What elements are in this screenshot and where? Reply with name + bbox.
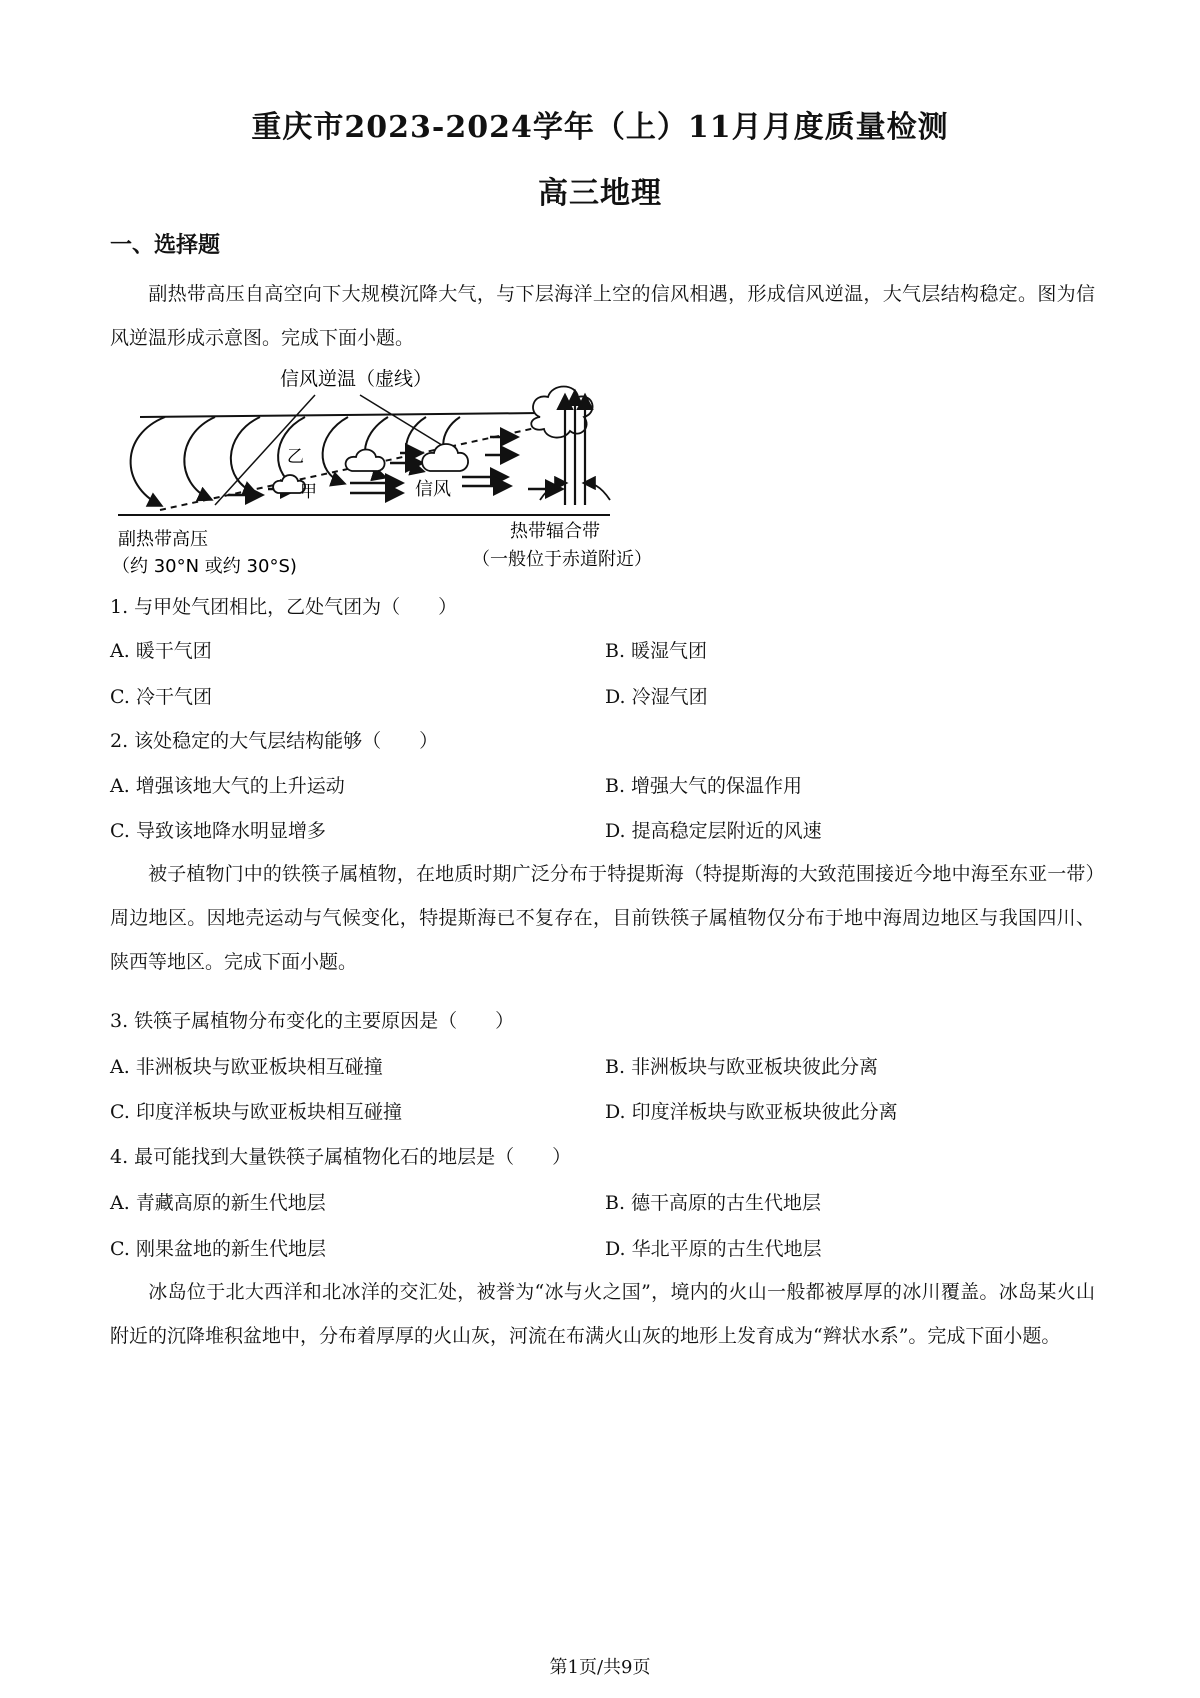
question-1-option-a[interactable]: A. 暖干气团 [110,640,212,662]
label-trade-wind: 信风 [415,479,451,500]
passage-1 [110,272,1095,360]
question-4: 4. 最可能找到大量铁筷子属植物化石的地层是（ ） [110,1146,572,1168]
question-1-option-d[interactable]: D. 冷湿气团 [605,686,708,708]
passage-2-text: 被子植物门中的铁筷子属植物，在地质时期广泛分布于特提斯海（特提斯海的大致范围接近今地中海至东亚一带）周边地区。因地壳运动与气候变化，特提斯海已不复存在，目前铁筷子属植物仅分布于地中海周边地区与我国四川、陕西等地区。完成下面小题。 [110,863,1095,973]
question-1: 1. 与甲处气团相比，乙处气团为（ ） [110,596,458,618]
passage-2 [110,852,1095,984]
passage-3 [110,1270,1095,1358]
label-subtropical-high-latitude: （约 30°N 或约 30°S) [112,556,297,577]
question-4-option-d[interactable]: D. 华北平原的古生代地层 [605,1238,822,1260]
label-inversion: 信风逆温（虚线） [280,368,433,390]
question-2: 2. 该处稳定的大气层结构能够（ ） [110,730,439,752]
question-4-option-b[interactable]: B. 德干高原的古生代地层 [605,1192,822,1214]
question-3-option-b[interactable]: B. 非洲板块与欧亚板块彼此分离 [605,1056,879,1078]
question-2-option-a[interactable]: A. 增强该地大气的上升运动 [110,775,345,797]
label-itcz: 热带辐合带 [510,521,600,542]
exam-title: 重庆市2023-2024学年（上）11月月度质量检测 [251,110,949,145]
label-subtropical-high: 副热带高压 [118,529,208,550]
label-itcz-position: （一般位于赤道附近） [472,549,652,570]
trade-wind-inversion-diagram [110,365,710,580]
question-2-option-d[interactable]: D. 提高稳定层附近的风速 [605,820,822,842]
question-3: 3. 铁筷子属植物分布变化的主要原因是（ ） [110,1010,515,1032]
passage-1-text: 副热带高压自高空向下大规模沉降大气，与下层海洋上空的信风相遇，形成信风逆温，大气层结构稳定。图为信风逆温形成示意图。完成下面小题。 [110,283,1095,349]
passage-3-text: 冰岛位于北大西洋和北冰洋的交汇处，被誉为“冰与火之国”，境内的火山一般都被厚厚的冰川覆盖。冰岛某火山附近的沉降堆积盆地中，分布着厚厚的火山灰，河流在布满火山灰的地形上发育成为“辫状水系”。完成下面小题。 [110,1281,1095,1347]
question-1-option-c[interactable]: C. 冷干气团 [110,686,212,708]
upper-boundary-line [140,413,540,417]
question-3-option-d[interactable]: D. 印度洋板块与欧亚板块彼此分离 [605,1101,898,1123]
label-yi: 乙 [287,447,304,467]
question-3-option-a[interactable]: A. 非洲板块与欧亚板块相互碰撞 [110,1056,383,1078]
label-jia: 甲 [300,482,317,502]
page-footer: 第1页/共9页 [549,1657,651,1678]
question-1-option-b[interactable]: B. 暖湿气团 [605,640,708,662]
question-2-option-c[interactable]: C. 导致该地降水明显增多 [110,820,326,842]
question-3-option-c[interactable]: C. 印度洋板块与欧亚板块相互碰撞 [110,1101,402,1123]
question-4-option-c[interactable]: C. 刚果盆地的新生代地层 [110,1238,326,1260]
question-4-option-a[interactable]: A. 青藏高原的新生代地层 [110,1192,326,1214]
exam-subject: 高三地理 [538,176,662,211]
question-2-option-b[interactable]: B. 增强大气的保温作用 [605,775,803,797]
section-heading: 一、选择题 [110,232,221,258]
